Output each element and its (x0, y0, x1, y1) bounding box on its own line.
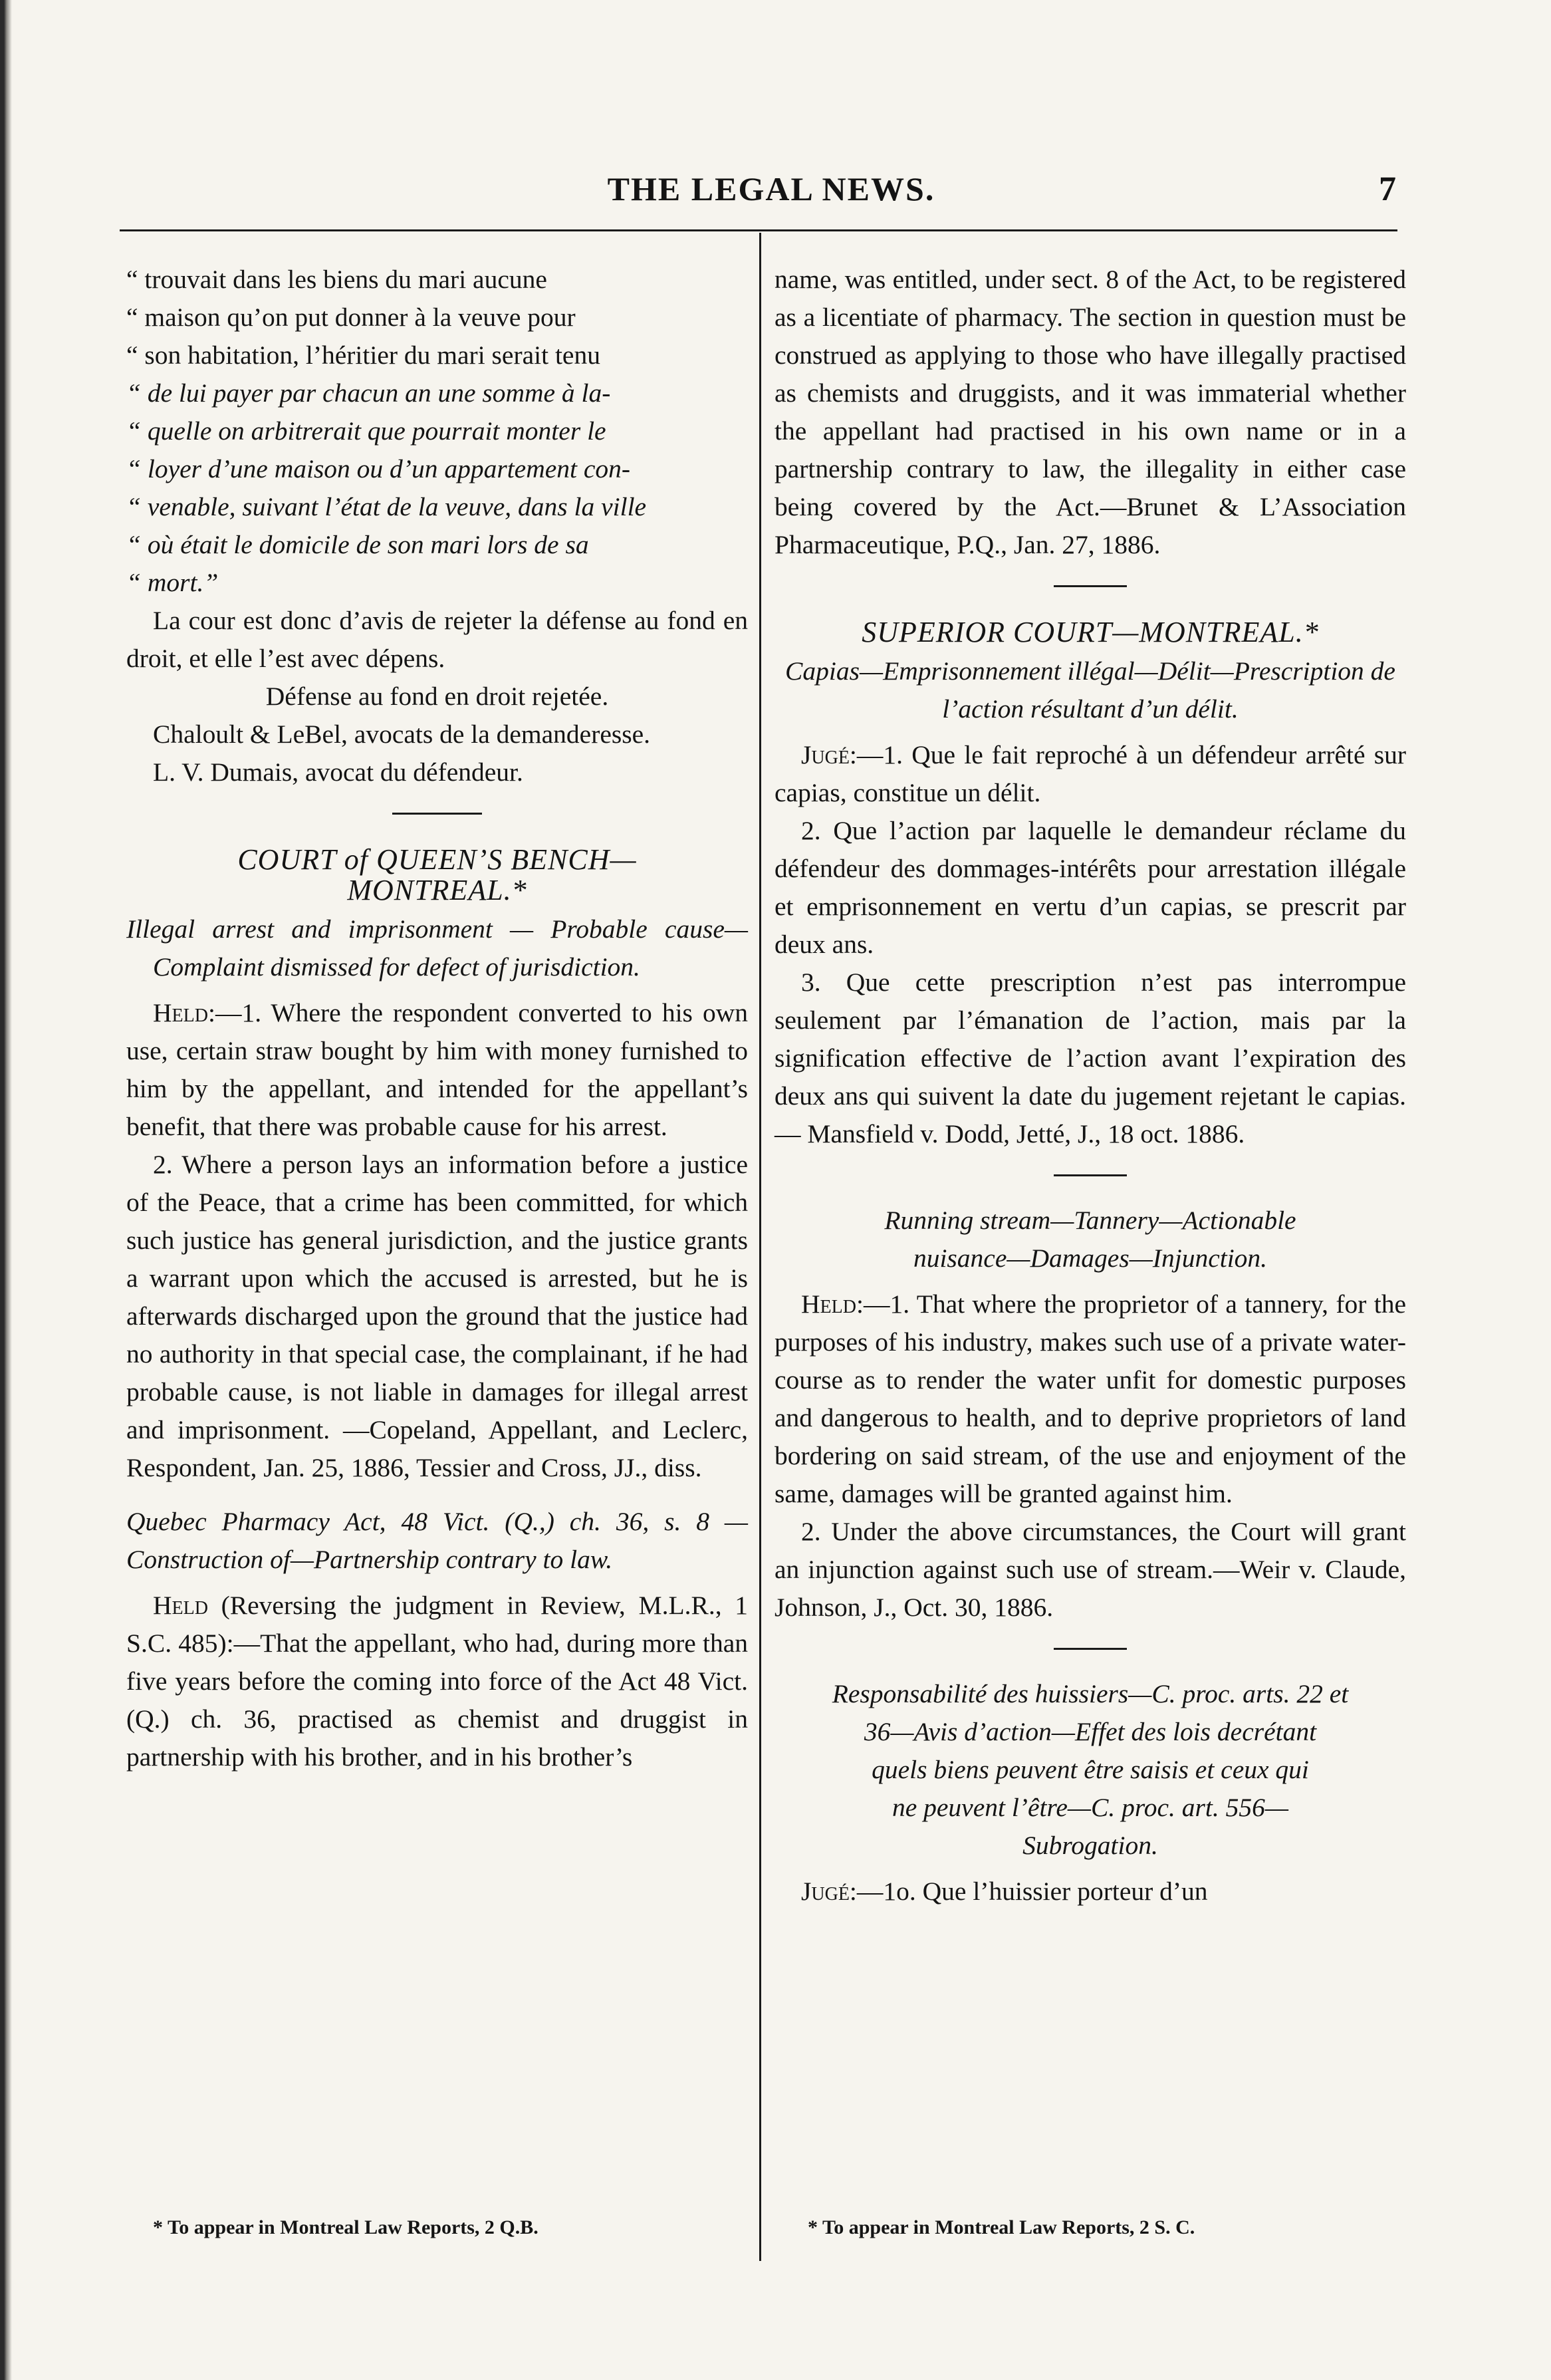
ruling-line: Défense au fond en droit rejetée. (265, 682, 609, 711)
section-separator (392, 813, 482, 815)
held-label: Held (153, 998, 208, 1027)
case-subject: Quebec Pharmacy Act, 48 Vict. (Q.,) ch. 36, s. 8 —Construction of—Partnership contrary to law. (126, 1507, 748, 1574)
juge-text: :—1. Que le fait reproché à un défendeur arrêté sur capias, constitue un délit. (775, 740, 1406, 807)
page-number: 7 (1379, 170, 1396, 208)
held-label: Held (153, 1591, 208, 1620)
quote-line: “ venable, suivant l’état de la veuve, dans la ville (126, 492, 647, 521)
counsel-defendant: L. V. Dumais, avocat du défendeur. (153, 757, 523, 787)
juge-paragraph (775, 1873, 1406, 1911)
court-heading: SUPERIOR COURT—MONTREAL.* (862, 616, 1319, 648)
court-conclusion: La cour est donc d’avis de rejeter la défense au fond en droit, et elle l’est avec dépens. (126, 606, 748, 673)
journal-title: THE LEGAL NEWS. (607, 170, 935, 207)
section-separator (1054, 585, 1127, 587)
held-paragraph-2: 2. Where a person lays an information before a justice of the Peace, that a crime has been committed, for which such justice has general jurisdiction, and the justice grants a warrant upon which the accused is arrested, but he is afterwards discharged upon the ground that the justice had no authority in that special case, the complainant, if he had probable cause, is not liable in damages for illegal arrest and imprisonment. —Copeland, Appellant, and Leclerc, Respondent, Jan. 25, 1886, Tessier and Cross, JJ., diss. (126, 1150, 748, 1482)
continued-paragraph: name, was entitled, under sect. 8 of the Act, to be registered as a licentiate of pharmacy. The section in question must be construed as applying to those who have illegally practised as chemists and druggists, and it was immaterial whether the appellant had practised in his own name or in a partnership contrary to law, the illegality in either case being covered by the Act.—Brunet & L’Association Pharmaceutique, P.Q., Jan. 27, 1886. (775, 265, 1406, 559)
section-separator (1054, 1648, 1127, 1650)
case-subject-line: Running stream—Tannery—Actionable (884, 1206, 1296, 1235)
case-subject-line: Responsabilité des huissiers—C. proc. arts. 22 et (832, 1679, 1349, 1708)
header-rule (120, 229, 1397, 231)
footnote-left: * To appear in Montreal Law Reports, 2 Q.B. (153, 2216, 538, 2238)
section-separator (1054, 1174, 1127, 1176)
juge-label: Jugé (801, 1877, 850, 1906)
left-column (126, 261, 748, 1776)
held-text: :—1. That where the proprietor of a tannery, for the purposes of his industry, makes such use of a private water-course as to render the water unfit for domestic purposes and dangerous to health, and to deprive proprietors of land bordering on said stream, of the use and enjoyment of the same, damages will be granted against him. (775, 1289, 1406, 1508)
footnote-right: * To appear in Montreal Law Reports, 2 S. C. (808, 2216, 1195, 2238)
counsel-plaintiff: Chaloult & LeBel, avocats de la demanderesse. (153, 720, 651, 749)
quote-line: “ loyer d’une maison ou d’un appartement con- (126, 454, 631, 483)
quote-line: “ son habitation, l’héritier du mari serait tenu (126, 340, 600, 370)
court-heading-location: MONTREAL.* (347, 874, 527, 906)
held-paragraph (775, 1285, 1406, 1513)
quote-line: “ maison qu’on put donner à la veuve pour (126, 303, 576, 332)
case-subject-line: quels biens peuvent être saisis et ceux qui (872, 1755, 1309, 1784)
page-header (133, 170, 1409, 209)
quote-line: “ quelle on arbitrerait que pourrait monter le (126, 416, 606, 446)
case-subject-line: 36—Avis d’action—Effet des lois decrétant (864, 1717, 1317, 1746)
quote-line: “ trouvait dans les biens du mari aucune (126, 265, 547, 294)
right-column (775, 261, 1406, 1911)
juge-item-2: 2. Que l’action par laquelle le demandeur réclame du défendeur des dommages-intérêts pour arrestation illégale et emprisonnement en vertu d’un capias, se prescrit par deux ans. (775, 816, 1406, 959)
held-paragraph-2: 2. Under the above circumstances, the Court will grant an injunction against such use of stream.—Weir v. Claude, Johnson, J., Oct. 30, 1886. (775, 1517, 1406, 1622)
court-heading: COURT of QUEEN’S BENCH— (237, 843, 637, 876)
column-divider (759, 233, 761, 2261)
case-subject-line: nuisance—Damages—Injunction. (913, 1244, 1268, 1273)
quoted-passage (126, 261, 748, 602)
juge-label: Jugé (801, 740, 850, 769)
quote-line: “ où était le domicile de son mari lors de sa (126, 530, 589, 559)
held-paragraph (126, 994, 748, 1146)
juge-paragraph (775, 736, 1406, 812)
held-paragraph (126, 1587, 748, 1776)
case-subject: Capias—Emprisonnement illégal—Délit—Prescription de l’action résultant d’un délit. (785, 656, 1395, 724)
case-subject: Illegal arrest and imprisonment — Probable cause—Complaint dismissed for defect of jurisdiction. (126, 914, 748, 982)
quote-line: “ de lui payer par chacun an une somme à la- (126, 378, 611, 408)
held-label: Held (801, 1289, 856, 1319)
juge-text: :—1o. Que l’huissier porteur d’un (849, 1877, 1208, 1906)
case-subject-line: Subrogation. (1022, 1831, 1158, 1860)
quote-line: “ mort.” (126, 568, 219, 597)
page-binding-edge (0, 0, 12, 2380)
juge-item-3: 3. Que cette prescription n’est pas interrompue seulement par l’émanation de l’action, mais par la signification effective de l’action avant l’expiration des deux ans qui suivent la date du jugement rejetant le capias.— Mansfield v. Dodd, Jetté, J., 18 oct. 1886. (775, 968, 1406, 1148)
case-subject-line: ne peuvent l’être—C. proc. art. 556— (892, 1793, 1289, 1822)
held-text: (Reversing the judgment in Review, M.L.R., 1 S.C. 485):—That the appellant, who had, during more than five years before the coming into force of the Act 48 Vict. (Q.) ch. 36, practised as chemist and druggist in partnership with his brother, and in his brother’s (126, 1591, 748, 1772)
held-text: :—1. Where the respondent converted to his own use, certain straw bought by him with money furnished to him by the appellant, and intended for the appellant’s benefit, that there was probable cause for his arrest. (126, 998, 748, 1141)
